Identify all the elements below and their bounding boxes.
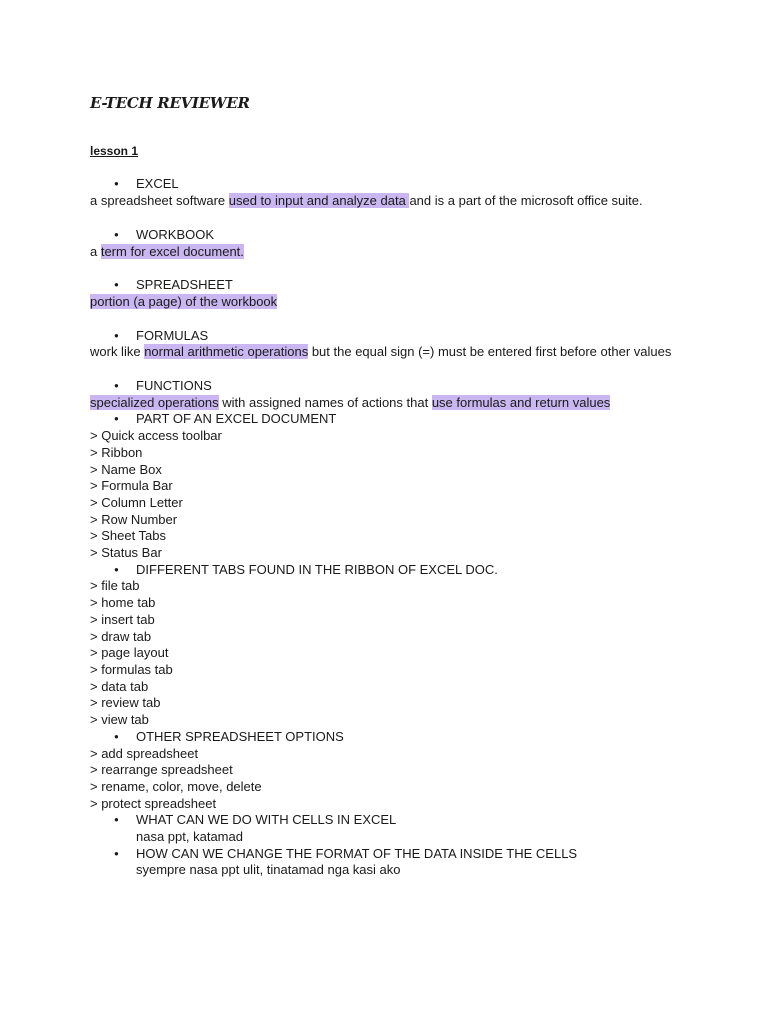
- list-item: > Status Bar: [90, 545, 162, 561]
- list-item: > Sheet Tabs: [90, 528, 167, 544]
- list-item: > Name Box: [90, 461, 162, 477]
- heading-workbook: ● WORKBOOK: [90, 227, 678, 244]
- heading-formulas: ● FORMULAS: [90, 328, 678, 345]
- list-item: > Row Number: [90, 511, 178, 527]
- list-item: > home tab: [90, 595, 156, 611]
- list-item: > Column Letter: [90, 494, 183, 510]
- functions-highlight-1: specialized operations: [90, 394, 219, 410]
- tabs-list: [90, 578, 678, 728]
- excel-highlight: used to input and analyze data: [228, 193, 410, 209]
- excel-text-2: and is a part of the microsoft office suite.: [409, 193, 643, 209]
- lesson-label: lesson 1: [90, 143, 139, 158]
- list-item: > insert tab: [90, 611, 155, 627]
- spreadsheet-definition: [90, 294, 678, 311]
- options-list: [90, 746, 678, 813]
- heading-spreadsheet: ● SPREADSHEET: [90, 277, 678, 294]
- excel-definition: [90, 193, 678, 210]
- list-item: > rearrange spreadsheet: [90, 762, 233, 778]
- formulas-highlight: normal arithmetic operations: [144, 344, 309, 360]
- excel-text-1: a spreadsheet software: [90, 193, 229, 209]
- heading-parts: ● PART OF AN EXCEL DOCUMENT: [90, 411, 678, 428]
- list-item: > view tab: [90, 712, 149, 728]
- document-title: E-TECH REVIEWER: [90, 94, 250, 112]
- workbook-definition: [90, 244, 678, 261]
- functions-text-1: with assigned names of actions that: [218, 394, 432, 410]
- list-item: > Formula Bar: [90, 478, 173, 494]
- list-item: > page layout: [90, 645, 169, 661]
- list-item: > file tab: [90, 578, 140, 594]
- workbook-text-1: a: [90, 243, 101, 259]
- heading-functions: ● FUNCTIONS: [90, 378, 678, 395]
- list-item: > rename, color, move, delete: [90, 778, 262, 794]
- list-item: > add spreadsheet: [90, 745, 199, 761]
- list-item: > Ribbon: [90, 444, 143, 460]
- heading-format: ● HOW CAN WE CHANGE THE FORMAT OF THE DATA INSIDE THE CELLS: [90, 846, 678, 863]
- list-item: > review tab: [90, 695, 161, 711]
- spreadsheet-highlight: portion (a page) of the workbook: [90, 293, 278, 309]
- list-item: > protect spreadsheet: [90, 795, 217, 811]
- list-item: > Quick access toolbar: [90, 428, 222, 444]
- heading-cells: ● WHAT CAN WE DO WITH CELLS IN EXCEL: [90, 812, 678, 829]
- list-item: > draw tab: [90, 628, 152, 644]
- heading-tabs: ● DIFFERENT TABS FOUND IN THE RIBBON OF EXCEL DOC.: [90, 562, 678, 579]
- list-item: > data tab: [90, 678, 149, 694]
- list-item: > formulas tab: [90, 661, 173, 677]
- parts-list: [90, 428, 678, 562]
- heading-options: ● OTHER SPREADSHEET OPTIONS: [90, 729, 678, 746]
- formulas-text-2: but the equal sign (=) must be entered first before other values: [308, 344, 672, 360]
- format-note: syempre nasa ppt ulit, tinatamad nga kasi ako: [136, 862, 401, 878]
- formulas-definition: [90, 344, 678, 361]
- functions-definition: [90, 395, 678, 412]
- functions-highlight-2: use formulas and return values: [431, 394, 611, 410]
- cells-note: nasa ppt, katamad: [136, 829, 243, 845]
- workbook-highlight: term for excel document.: [100, 243, 244, 259]
- formulas-text-1: work like: [90, 344, 145, 360]
- heading-excel: ● EXCEL: [90, 176, 678, 193]
